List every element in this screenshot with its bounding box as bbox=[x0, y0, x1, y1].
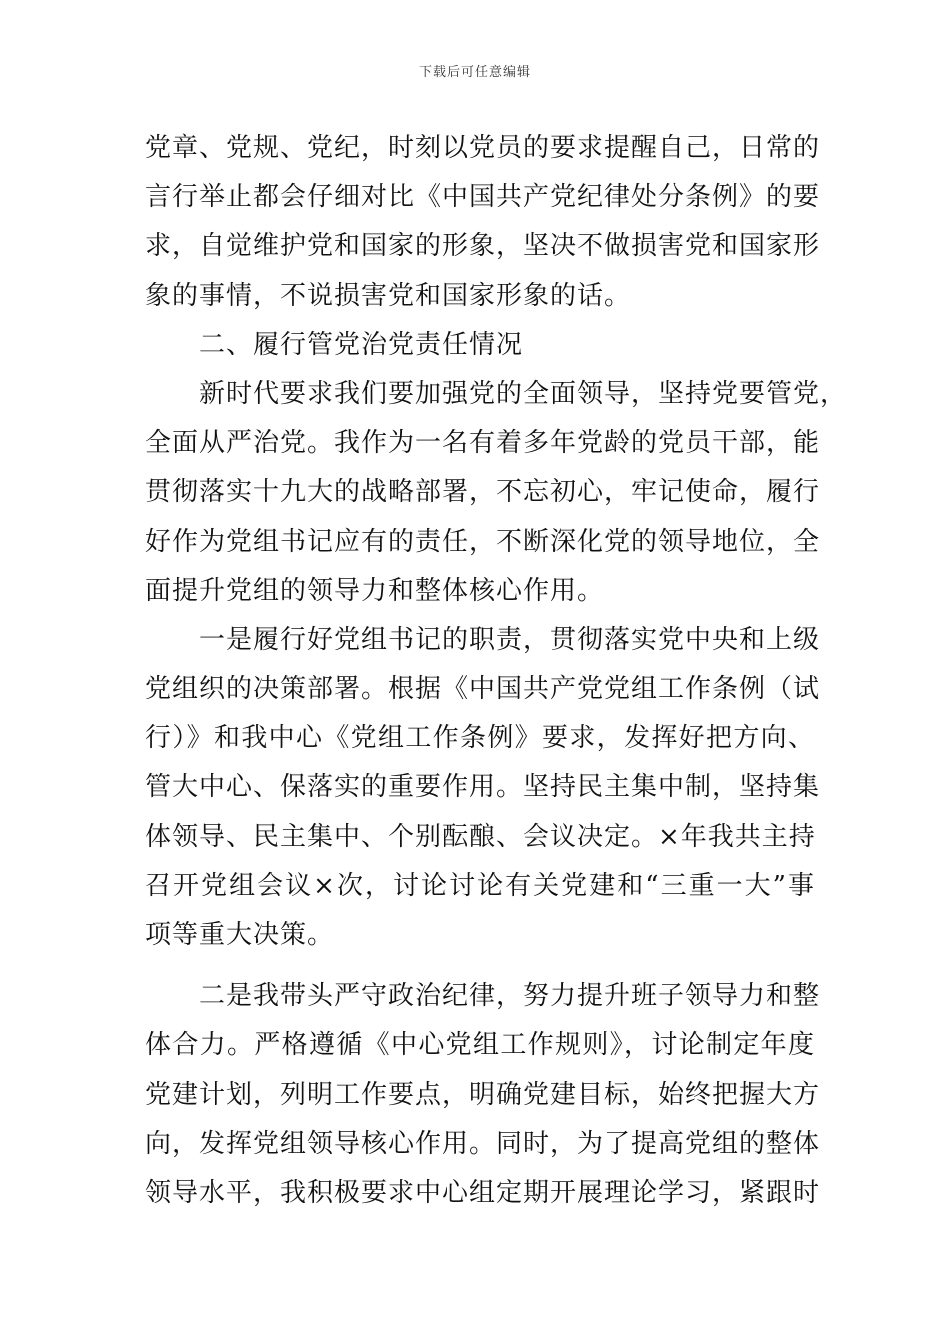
text-line: 贯彻落实十九大的战略部署，不忘初心，牢记使命，履行 bbox=[145, 477, 821, 508]
paragraph-gap bbox=[145, 960, 815, 972]
text-line: 新时代要求我们要加强党的全面领导，坚持党要管党， bbox=[199, 378, 848, 409]
text-line: 行）》和我中心《党组工作条例》要求，发挥好把方向、 bbox=[145, 723, 815, 754]
text-line: 管大中心、保落实的重要作用。坚持民主集中制，坚持集 bbox=[145, 772, 821, 803]
text-line: 党组织的决策部署。根据《中国共产党党组工作条例（试 bbox=[145, 674, 821, 705]
text-line: 体合力。严格遵循《中心党组工作规则》，讨论制定年度 bbox=[145, 1030, 815, 1061]
text-line: 体领导、民主集中、个别酝酿、会议决定。×年我共主持 bbox=[145, 821, 816, 852]
text-line: 领导水平，我积极要求中心组定期开展理论学习，紧跟时 bbox=[145, 1177, 821, 1208]
text-line: 言行举止都会仔细对比《中国共产党纪律处分条例》的要 bbox=[145, 182, 821, 213]
text-line: 项等重大决策。 bbox=[145, 920, 335, 950]
text-line: 全面从严治党。我作为一名有着多年党龄的党员干部，能 bbox=[145, 428, 821, 459]
paragraph bbox=[145, 370, 848, 616]
text-line: 召开党组会议×次，讨论讨论有关党建和“三重一大”事 bbox=[145, 870, 815, 901]
paragraph bbox=[145, 972, 821, 1218]
text-line: 好作为党组书记应有的责任，不断深化党的领导地位，全 bbox=[145, 526, 821, 557]
text-line: 一是履行好党组书记的职责，贯彻落实党中央和上级 bbox=[199, 624, 821, 655]
paragraph-continuation bbox=[145, 124, 821, 321]
text-line: 象的事情，不说损害党和国家形象的话。 bbox=[145, 280, 632, 311]
text-line: 二、履行管党治党责任情况 bbox=[199, 329, 524, 360]
text-line: 党建计划，列明工作要点，明确党建目标，始终把握大方 bbox=[145, 1079, 821, 1110]
text-line: 向，发挥党组领导核心作用。同时，为了提高党组的整体 bbox=[145, 1128, 821, 1159]
text-line: 面提升党组的领导力和整体核心作用。 bbox=[145, 575, 605, 606]
page-header: 下载后可任意编辑 bbox=[418, 65, 531, 80]
paragraph bbox=[145, 616, 821, 960]
text-line: 二是我带头严守政治纪律，努力提升班子领导力和整 bbox=[199, 981, 821, 1012]
section-heading bbox=[145, 321, 815, 370]
text-line: 党章、党规、党纪，时刻以党员的要求提醒自己，日常的 bbox=[145, 133, 821, 163]
text-line: 求，自觉维护党和国家的形象，坚决不做损害党和国家形 bbox=[145, 231, 821, 262]
document-body bbox=[145, 124, 848, 1218]
